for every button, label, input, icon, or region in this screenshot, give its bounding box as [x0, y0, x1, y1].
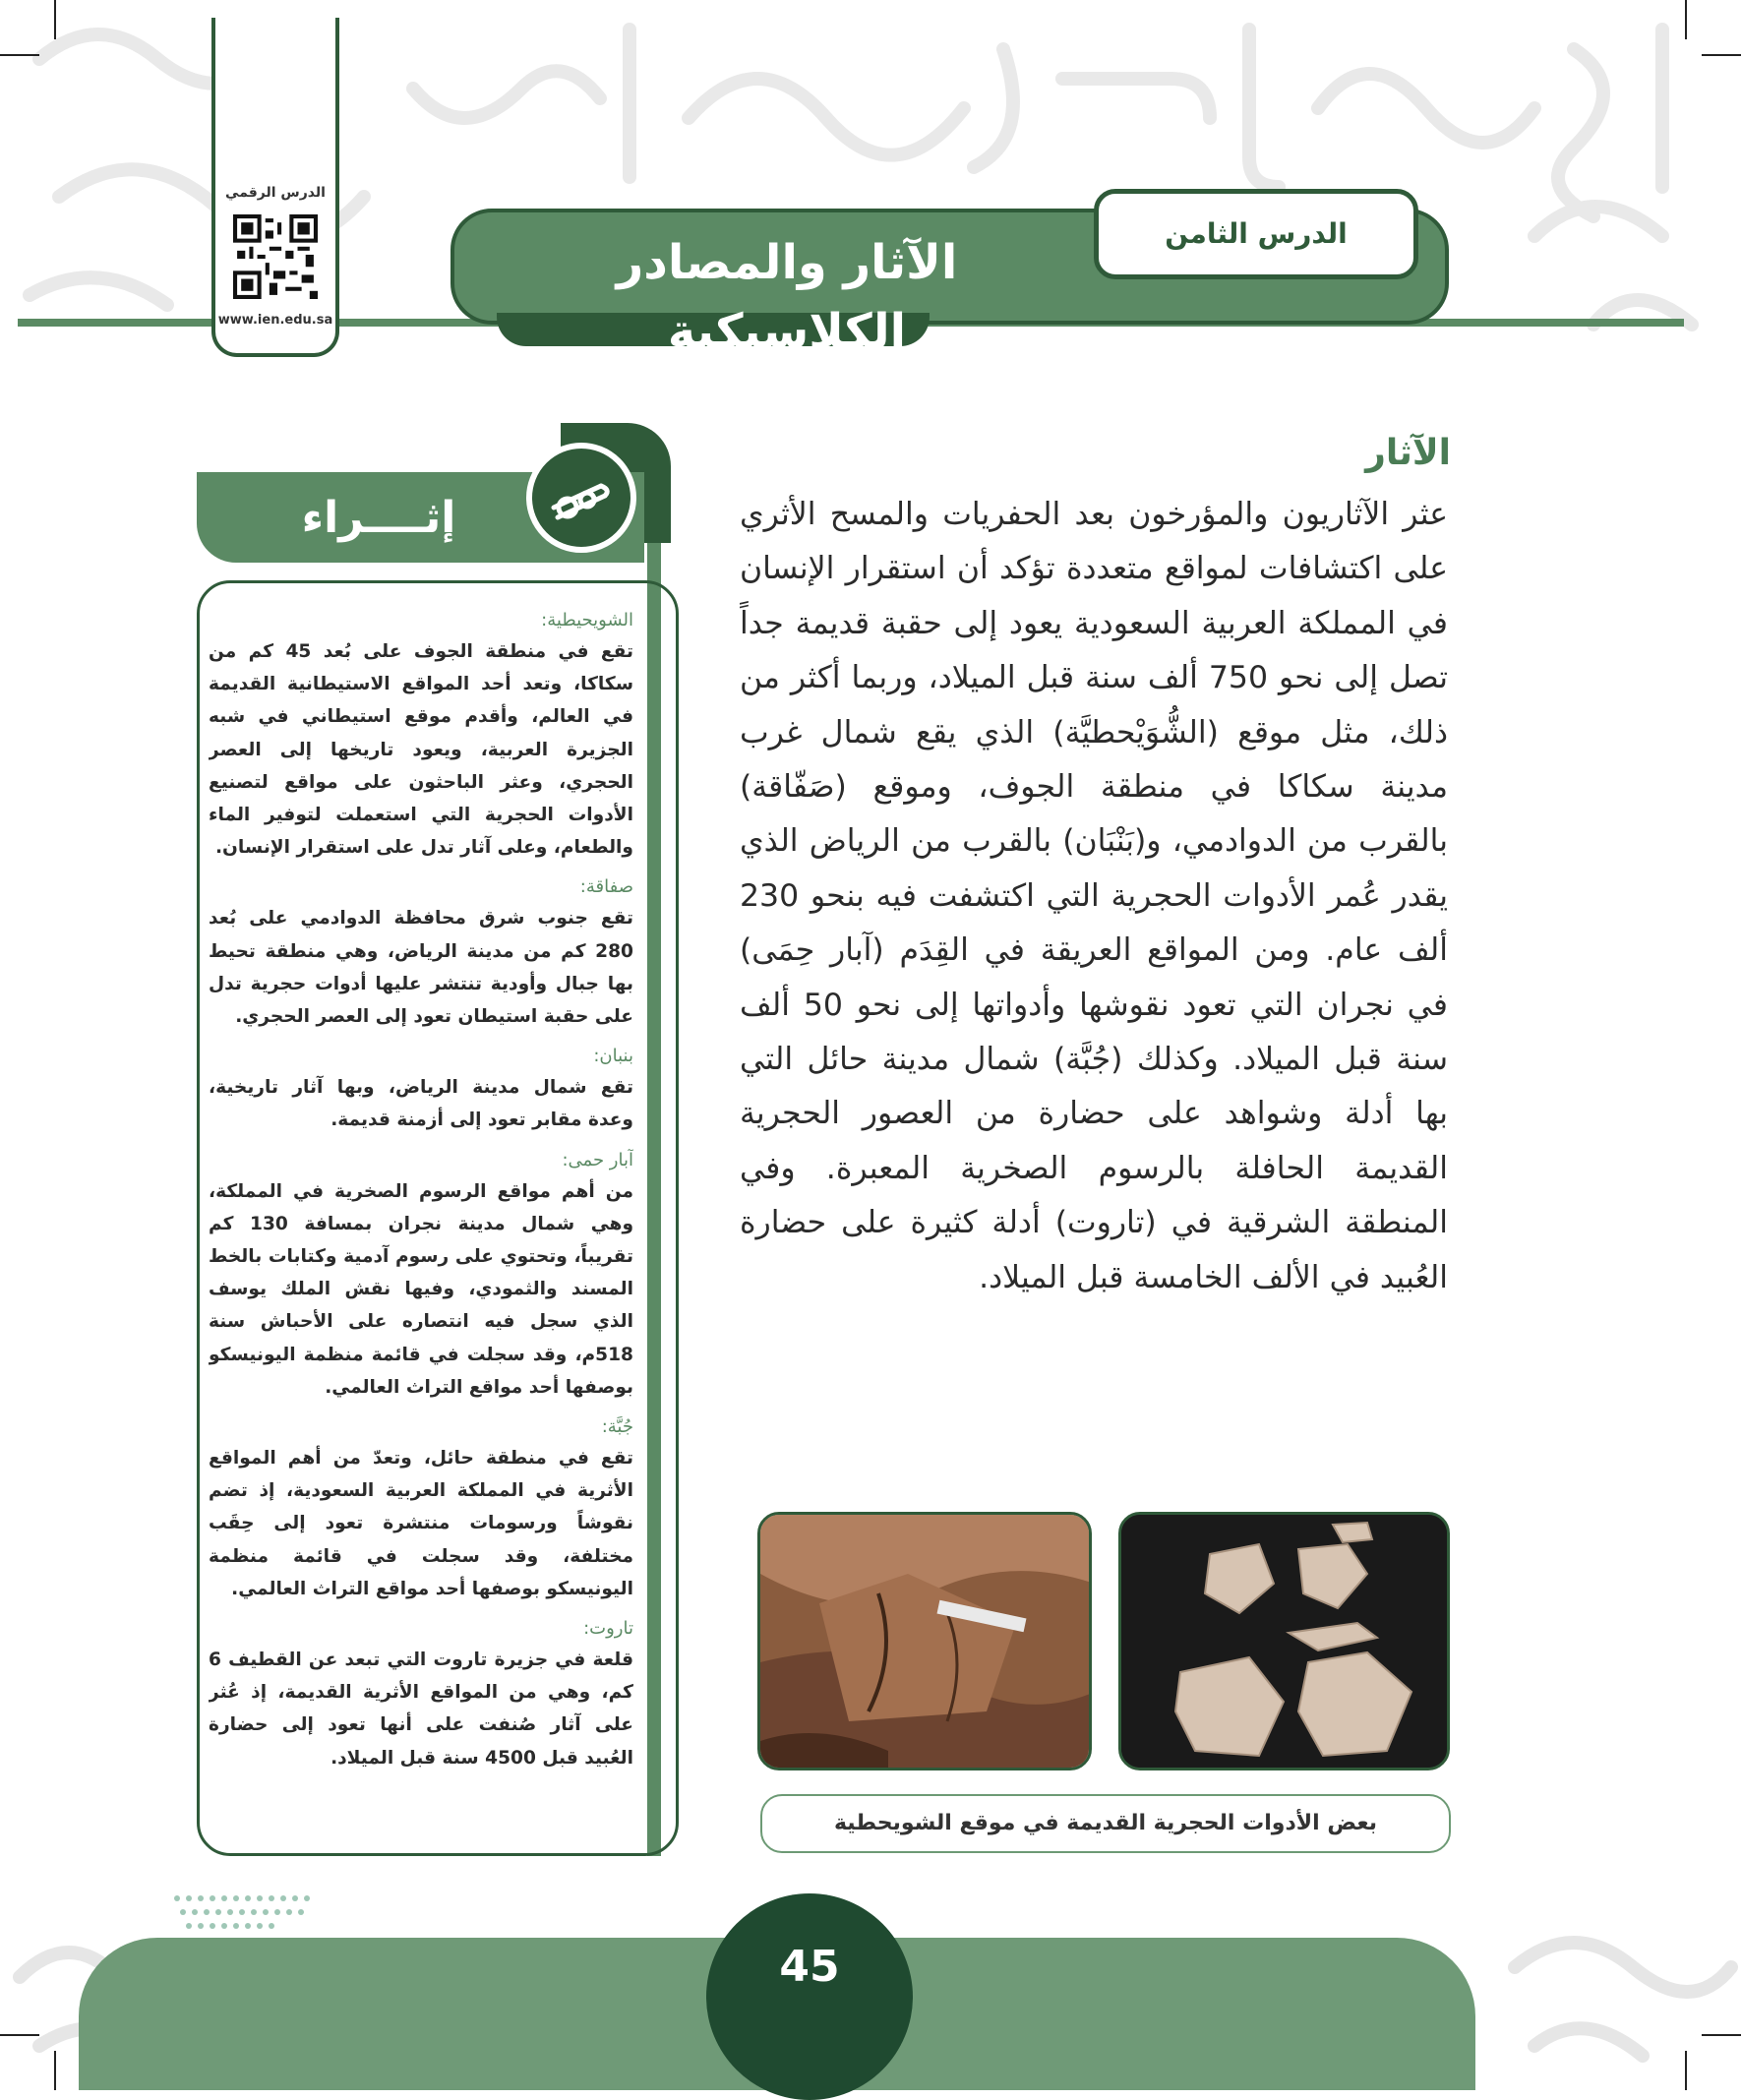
- crop-mark: [54, 0, 56, 39]
- qr-label: الدرس الرقمي: [225, 185, 326, 201]
- digital-lesson-qr-card[interactable]: [211, 18, 339, 357]
- crop-mark: [1685, 0, 1687, 39]
- rock-site-image: [760, 1515, 1092, 1770]
- crop-mark: [0, 2034, 39, 2036]
- crop-mark: [54, 2051, 56, 2090]
- enrichment-entry: [209, 1614, 633, 1774]
- page-number: 45: [779, 1942, 840, 1992]
- crop-mark: [1685, 2051, 1687, 2090]
- crop-mark: [1702, 54, 1741, 56]
- crop-mark: [1702, 2034, 1741, 2036]
- enrichment-content: [209, 606, 633, 1835]
- qr-code-icon[interactable]: [233, 212, 318, 301]
- rock-site-photo: [757, 1512, 1092, 1770]
- stone-tools-image: [1121, 1515, 1450, 1770]
- entry-label: جُبَّة:: [601, 1416, 633, 1438]
- enrichment-entry: [209, 1412, 633, 1605]
- entry-text: تقع في منطقة حائل، وتعدّ من أهم المواقع الأثرية في المملكة العربية السعودية، إذ تضم نقوشاً ورسومات منتشرة تعود إلى حِقَب مختلفة، وقد سجلت في قائمة منظمة اليونيسكو بوصفها أحد مواقع التراث العالمي.: [209, 1448, 633, 1599]
- stone-tools-photo: [1118, 1512, 1450, 1770]
- entry-text: من أهم مواقع الرسوم الصخرية في المملكة، وهي شمال مدينة نجران بمسافة 130 كم تقريباً، وتحتوي على رسوم آدمية وكتابات بالخط المسند والثمودي، وفيها نقش الملك يوسف الذي سجل فيه انتصاره على الأحباش سنة 518م، وقد سجلت في قائمة منظمة اليونيسكو بوصفها أحد مواقع التراث العالمي.: [209, 1180, 633, 1398]
- lesson-title: الآثار والمصادر الكلاسيكية: [616, 235, 958, 359]
- enrichment-entry: [209, 606, 633, 864]
- entry-label: صفاقة:: [579, 876, 633, 898]
- entry-text: تقع جنوب شرق محافظة الدوادمي على بُعد 280 كم من مدينة الرياض، وهي منطقة تحيط بها جبال وأودية تنتشر عليها أدوات حجرية تدل على حقبة استيطان تعود إلى العصر الحجري.: [209, 908, 633, 1028]
- entry-text: تقع شمال مدينة الرياض، وبها آثار تاريخية، وعدة مقابر تعود إلى أزمنة قديمة.: [209, 1077, 633, 1131]
- photo-caption: بعض الأدوات الحجرية القديمة في موقع الشويحطية: [760, 1794, 1451, 1853]
- ministry-logo-dots: [167, 1889, 325, 1938]
- section-heading: الآثار: [1365, 433, 1451, 473]
- entry-label: الشويحيطية:: [541, 610, 633, 630]
- enrichment-entry: [209, 872, 633, 1033]
- telescope-icon: [526, 443, 636, 553]
- enrichment-entry: [209, 1042, 633, 1136]
- entry-label: تاروت:: [583, 1618, 633, 1640]
- qr-url: www.ien.edu.sa: [217, 313, 333, 328]
- entry-label: آبار حمى:: [562, 1149, 633, 1170]
- crop-mark: [0, 54, 39, 56]
- enrichment-entry: [209, 1146, 633, 1404]
- entry-label: بنبان:: [593, 1046, 633, 1067]
- entry-text: قلعة في جزيرة تاروت التي تبعد عن القطيف 6 كم، وهي من المواقع الأثرية القديمة، إذ عُثر على آثار صُنفت على أنها تعود إلى حضارة العُبيد قبل 4500 سنة قبل الميلاد.: [209, 1650, 633, 1769]
- main-paragraph: عثر الآثاريون والمؤرخون بعد الحفريات والمسح الأثري على اكتشافات لمواقع متعددة تؤكد أن استقرار الإنسان في المملكة العربية السعودية يعود إلى حقبة قديمة جداً تصل إلى نحو 750 ألف سنة قبل الميلاد، وربما أكثر من ذلك، مثل موقع (الشُّوَيْحطيَّة) الذي يقع شمال غرب مدينة سكاكا في منطقة الجوف، وموقع (صَفّاقة) بالقرب من الدوادمي، و(بَنْبَان) بالقرب من الرياض الذي يقدر عُمر الأدوات الحجرية التي اكتشفت فيه بنحو 230 ألف عام. ومن المواقع العريقة في القِدَم (آبار حِمَى) في نجران التي تعود نقوشها وأدواتها إلى نحو 50 ألف سنة قبل الميلاد. وكذلك (جُبَّة) شمال مدينة حائل التي بها أدلة وشواهد على حضارة من العصور الحجرية القديمة الحافلة بالرسوم الصخرية المعبرة. وفي المنطقة الشرقية في (تاروت) أدلة كثيرة على حضارة العُبيد في الألف الخامسة قبل الميلاد.: [740, 497, 1448, 1295]
- enrichment-title: إثــــراء: [301, 493, 456, 543]
- lesson-number-tab: الدرس الثامن: [1094, 189, 1418, 279]
- entry-text: تقع في منطقة الجوف على بُعد 45 كم من سكاكا، وتعد أحد المواقع الاستيطانية القديمة في العالم، وأقدم موقع استيطاني في شبه الجزيرة العربية، ويعود تاريخها إلى العصر الحجري، وعثر الباحثون على مواقع لتصنيع الأدوات الحجرية التي استعملت لتوفير الماء والطعام، وعلى آثار تدل على استقرار الإنسان.: [209, 641, 633, 859]
